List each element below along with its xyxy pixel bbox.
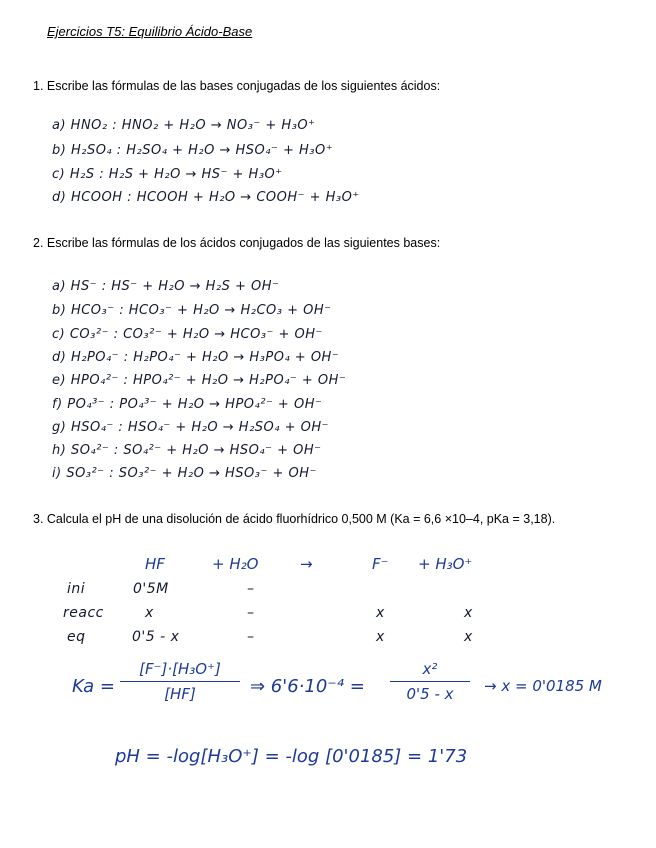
answer-line: b) HCO₃⁻ : HCO₃⁻ + H₂O → H₂CO₃ + OH⁻ xyxy=(52,303,332,318)
ka-numerator: [F⁻]·[H₃O⁺] xyxy=(139,660,221,678)
ice-cell: x xyxy=(464,605,473,621)
ka-denominator: [HF] xyxy=(164,685,196,703)
doc-title: Ejercicios T5: Equilibrio Ácido-Base xyxy=(47,24,253,39)
ka-denominator: 0'5 - x xyxy=(406,685,454,703)
answer-line: a) HNO₂ : HNO₂ + H₂O → NO₃⁻ + H₃O⁺ xyxy=(52,118,316,133)
ice-cell: 0'5M xyxy=(133,581,169,597)
ice-species: F⁻ xyxy=(372,555,389,573)
ice-cell: x xyxy=(145,605,154,621)
fraction-bar xyxy=(390,681,470,682)
answer-line: e) HPO₄²⁻ : HPO₄²⁻ + H₂O → H₂PO₄⁻ + OH⁻ xyxy=(52,373,347,388)
question-2: 2. Escribe las fórmulas de los ácidos conjugados de las siguientes bases: xyxy=(33,236,441,250)
ka-value: ⇒ 6'6·10⁻⁴ = xyxy=(250,676,365,697)
ice-row-label: eq xyxy=(67,629,86,645)
ice-cell: – xyxy=(247,605,255,621)
answer-line: i) SO₃²⁻ : SO₃²⁻ + H₂O → HSO₃⁻ + OH⁻ xyxy=(52,466,317,481)
answer-line: d) H₂PO₄⁻ : H₂PO₄⁻ + H₂O → H₃PO₄ + OH⁻ xyxy=(52,350,340,365)
ka-result: → x = 0'0185 M xyxy=(484,677,602,695)
question-3: 3. Calcula el pH de una disolución de ácido fluorhídrico 0,500 M (Ka = 6,6 ×10–4, pKa = 3,18). xyxy=(33,512,556,526)
answer-line: c) H₂S : H₂S + H₂O → HS⁻ + H₃O⁺ xyxy=(52,167,283,182)
ph-result: pH = -log[H₃O⁺] = -log [0'0185] = 1'73 xyxy=(115,746,468,767)
ice-cell: 0'5 - x xyxy=(132,629,180,645)
ice-species: + H₂O xyxy=(212,555,259,573)
ice-cell: x xyxy=(376,629,385,645)
ice-cell: x xyxy=(376,605,385,621)
ice-cell: – xyxy=(247,581,255,597)
answer-line: d) HCOOH : HCOOH + H₂O → COOH⁻ + H₃O⁺ xyxy=(52,190,360,205)
answer-line: g) HSO₄⁻ : HSO₄⁻ + H₂O → H₂SO₄ + OH⁻ xyxy=(52,420,330,435)
ka-fraction-1 xyxy=(120,660,240,703)
ice-cell: x xyxy=(464,629,473,645)
fraction-bar xyxy=(120,681,240,682)
answer-line: c) CO₃²⁻ : CO₃²⁻ + H₂O → HCO₃⁻ + OH⁻ xyxy=(52,327,323,342)
ice-cell: – xyxy=(247,629,255,645)
answer-line: f) PO₄³⁻ : PO₄³⁻ + H₂O → HPO₄²⁻ + OH⁻ xyxy=(52,397,323,412)
ice-species: HF xyxy=(145,555,165,573)
ice-species: + H₃O⁺ xyxy=(418,555,473,573)
ice-row-label: reacc xyxy=(63,605,104,621)
ice-row-label: ini xyxy=(67,581,86,597)
answer-line: h) SO₄²⁻ : SO₄²⁻ + H₂O → HSO₄⁻ + OH⁻ xyxy=(52,443,322,458)
ice-arrow: → xyxy=(300,555,313,573)
ka-fraction-2 xyxy=(390,660,470,703)
answer-line: a) HS⁻ : HS⁻ + H₂O → H₂S + OH⁻ xyxy=(52,279,280,294)
ka-numerator: x² xyxy=(422,660,438,678)
answer-line: b) H₂SO₄ : H₂SO₄ + H₂O → HSO₄⁻ + H₃O⁺ xyxy=(52,143,334,158)
ka-lhs: Ka = xyxy=(72,676,115,697)
question-1: 1. Escribe las fórmulas de las bases conjugadas de los siguientes ácidos: xyxy=(33,79,441,93)
